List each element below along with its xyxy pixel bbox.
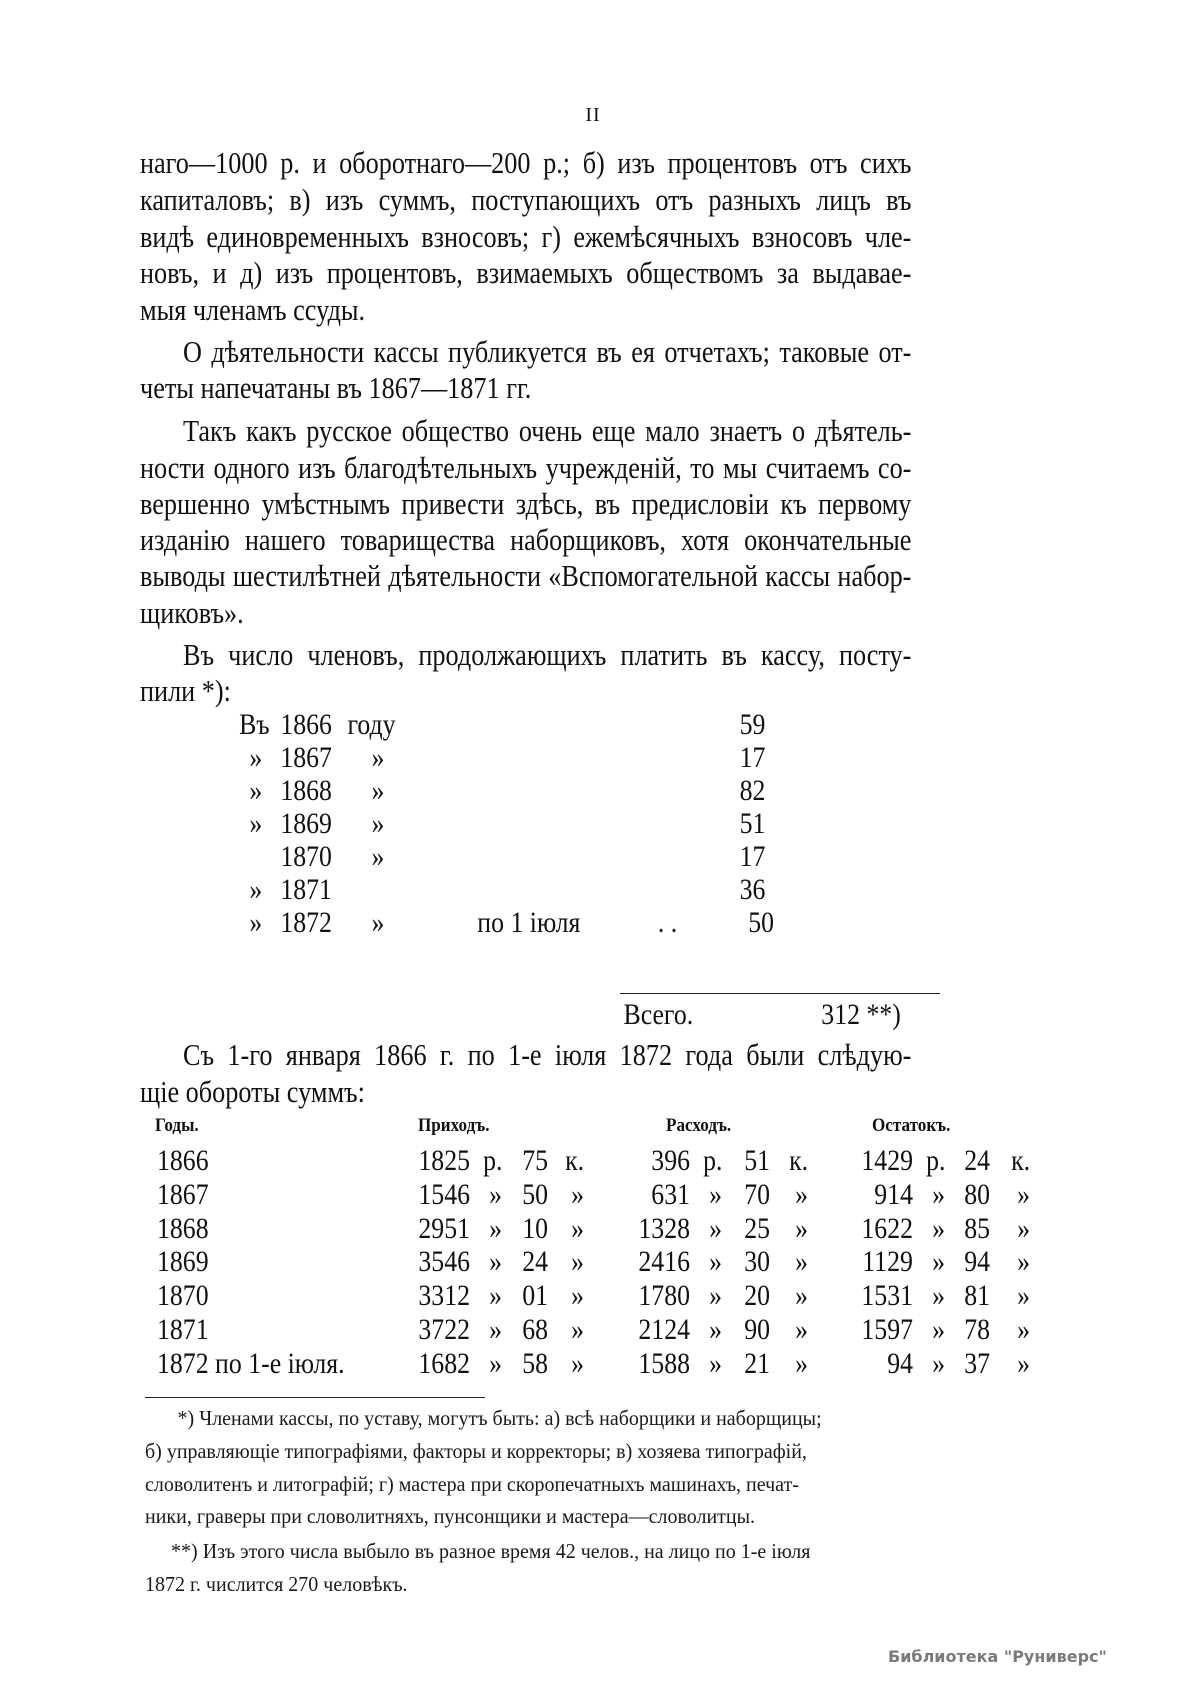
exp-k-cell: 51 [744,1144,770,1177]
exp-u-cell: » [709,1313,722,1346]
body-line: новъ, и д) изъ процентовъ, взимаемыхъ обществомъ за выдавае- [140,256,912,290]
member-year: 1870 [280,840,332,873]
footnote-line: словолитенъ и литографій; г) мастера при скоропечатныхъ машинахъ, печат- [145,1472,799,1496]
exp-ku-cell: к. [789,1144,808,1177]
bal-k-cell: 37 [964,1346,990,1380]
income-ku-cell: » [571,1346,584,1380]
body-line: капиталовъ; в) изъ суммъ, поступающихъ отъ разныхъ лицъ въ [140,183,912,217]
income-ku-cell: » [571,1245,584,1279]
body-line: щиковъ». [140,596,244,630]
ditto-mark: » [371,774,385,807]
bal-r-cell: 914 [874,1177,913,1211]
bal-k-cell: 94 [964,1245,990,1279]
income-u-cell: » [489,1177,502,1211]
income-ku-cell: » [571,1177,584,1211]
exp-k-cell: 70 [744,1177,770,1211]
exp-r-cell: 1328 [638,1211,690,1245]
body-line: мыя членамъ ссуды. [140,293,366,327]
page-number: II [585,104,601,126]
member-year: 1867 [280,741,332,774]
member-note: по 1 іюля [477,906,581,939]
bal-u-cell: р. [925,1144,945,1177]
exp-r-cell: 1780 [638,1279,690,1313]
body-line: Такъ какъ русское общество очень еще мало знаетъ о дѣятель- [183,414,912,448]
bal-k-cell: 81 [964,1279,990,1313]
total-label: Всего. [623,998,694,1031]
body-line: Съ 1-го января 1866 г. по 1-е іюля 1872 года были слѣдую- [183,1038,912,1072]
year-cell: 1867 [157,1177,209,1211]
ditto-mark: Въ [239,708,270,741]
body-line: ности одного изъ благодѣтельныхъ учрежденій, то мы считаемъ со- [140,451,912,485]
exp-ku-cell: » [795,1313,808,1346]
column-header: Приходъ. [418,1115,490,1136]
member-count: 50 [748,906,774,939]
income-u-cell: » [489,1211,502,1245]
body-line: щіе обороты суммъ: [140,1075,365,1109]
exp-r-cell: 2416 [638,1245,690,1279]
bal-k-cell: 85 [964,1211,990,1245]
total-value: 312 **) [821,998,901,1031]
ditto-mark: » [249,906,263,939]
income-r-cell: 1546 [418,1177,470,1211]
bal-u-cell: » [932,1279,945,1313]
ditto-mark: » [371,741,385,774]
bal-ku-cell: » [1017,1279,1030,1313]
exp-u-cell: » [709,1346,722,1380]
body-line: четы напечатаны въ 1867—1871 гг. [140,371,532,405]
bal-u-cell: » [932,1313,945,1346]
income-k-cell: 68 [522,1313,548,1346]
income-ku-cell: » [571,1313,584,1346]
ditto-mark: году [347,708,396,741]
body-line: О дѣятельности кассы публикуется въ ея отчетахъ; таковые от- [183,335,912,369]
bal-ku-cell: к. [1011,1144,1030,1177]
income-u-cell: » [489,1245,502,1279]
bal-u-cell: » [932,1211,945,1245]
exp-k-cell: 90 [744,1313,770,1346]
income-k-cell: 01 [522,1279,548,1313]
exp-ku-cell: » [795,1177,808,1211]
member-year: 1871 [280,873,332,906]
income-u-cell: » [489,1346,502,1380]
body-line: видѣ единовременныхъ взносовъ; г) ежемѣсячныхъ взносовъ чле- [140,220,912,254]
income-r-cell: 3722 [418,1313,470,1346]
bal-u-cell: » [932,1346,945,1380]
ditto-mark: » [249,873,263,906]
ditto-mark: » [249,807,263,840]
bal-k-cell: 80 [964,1177,990,1211]
exp-r-cell: 396 [651,1144,690,1177]
member-year: 1872 [280,906,332,939]
member-year: 1869 [280,807,332,840]
income-r-cell: 1825 [418,1144,470,1177]
member-count: 17 [739,741,766,774]
income-r-cell: 3312 [418,1279,470,1313]
member-count: 36 [739,873,766,906]
body-line: Въ число членовъ, продолжающихъ платить въ кассу, посту- [183,638,912,672]
body-line: пили *): [140,674,231,708]
body-line: вершенно умѣстнымъ привести здѣсь, въ предисловіи къ первому [140,487,912,521]
year-cell: 1866 [157,1144,209,1177]
income-r-cell: 2951 [418,1211,470,1245]
year-cell: 1871 [157,1313,209,1346]
income-k-cell: 58 [522,1346,548,1380]
footnote-line: 1872 г. числится 270 человѣкъ. [145,1572,408,1596]
footnote-line: *) Членами кассы, по уставу, могутъ быть: а) всѣ наборщики и наборщицы; [177,1406,822,1430]
exp-u-cell: » [709,1211,722,1245]
leader-dots: . . [657,906,678,939]
year-cell: 1869 [157,1245,209,1279]
ditto-mark: » [371,807,385,840]
income-k-cell: 10 [522,1211,548,1245]
ditto-mark: » [371,906,385,939]
year-cell: 1870 [157,1279,209,1313]
exp-k-cell: 30 [744,1245,770,1279]
exp-k-cell: 20 [744,1279,770,1313]
exp-u-cell: » [709,1245,722,1279]
bal-ku-cell: » [1017,1313,1030,1346]
exp-r-cell: 631 [651,1177,690,1211]
income-u-cell: р. [482,1144,502,1177]
exp-r-cell: 1588 [638,1346,690,1380]
income-ku-cell: » [571,1279,584,1313]
exp-u-cell: р. [702,1144,722,1177]
income-ku-cell: к. [565,1144,584,1177]
bal-r-cell: 1597 [861,1313,913,1346]
bal-u-cell: » [932,1245,945,1279]
bal-ku-cell: » [1017,1346,1030,1380]
income-k-cell: 24 [522,1245,548,1279]
column-header: Расходъ. [666,1115,732,1136]
member-count: 17 [739,840,766,873]
bal-r-cell: 1622 [861,1211,913,1245]
footnote-line: **) Изъ этого числа выбыло въ разное время 42 челов., на лицо по 1-е іюля [171,1539,811,1563]
exp-u-cell: » [709,1279,722,1313]
income-ku-cell: » [571,1211,584,1245]
exp-ku-cell: » [795,1279,808,1313]
bal-k-cell: 24 [964,1144,990,1177]
member-year: 1866 [280,708,332,741]
body-line: выводы шестилѣтней дѣятельности «Вспомогательной кассы набор- [140,559,912,593]
column-header: Остатокъ. [872,1115,951,1136]
bal-u-cell: » [932,1177,945,1211]
bal-r-cell: 1129 [862,1245,913,1279]
body-line: наго—1000 р. и оборотнаго—200 р.; б) изъ процентовъ отъ сихъ [140,146,912,180]
column-header: Годы. [155,1115,199,1136]
bal-r-cell: 1531 [861,1279,913,1313]
bal-ku-cell: » [1017,1177,1030,1211]
year-cell: 1868 [157,1211,209,1245]
member-count: 59 [739,708,766,741]
exp-ku-cell: » [795,1211,808,1245]
exp-u-cell: » [709,1177,722,1211]
exp-r-cell: 2124 [638,1313,690,1346]
bal-ku-cell: » [1017,1211,1030,1245]
library-watermark: Библиотека "Руниверс" [888,1647,1107,1666]
bal-r-cell: 94 [887,1346,913,1380]
member-count: 51 [739,807,766,840]
income-k-cell: 50 [522,1177,548,1211]
ditto-mark: » [249,774,263,807]
exp-k-cell: 25 [744,1211,770,1245]
total-rule [620,993,940,994]
income-k-cell: 75 [522,1144,548,1177]
income-u-cell: » [489,1313,502,1346]
footnote-line: б) управляющіе типографіями, факторы и корректоры; в) хозяева типографій, [145,1439,807,1463]
bal-r-cell: 1429 [861,1144,913,1177]
ditto-mark: » [249,741,263,774]
footnote-line: ники, граверы при словолитняхъ, пунсонщики и мастера—словолитцы. [145,1504,756,1528]
body-line: изданію нашего товарищества наборщиковъ, хотя окончательные [140,523,912,557]
income-r-cell: 1682 [418,1346,470,1380]
member-count: 82 [739,774,766,807]
year-cell: 1872 по 1-е іюля. [157,1346,345,1380]
member-year: 1868 [280,774,332,807]
bal-k-cell: 78 [964,1313,990,1346]
exp-k-cell: 21 [744,1346,770,1380]
exp-ku-cell: » [795,1245,808,1279]
exp-ku-cell: » [795,1346,808,1380]
bal-ku-cell: » [1017,1245,1030,1279]
ditto-mark: » [371,840,385,873]
income-r-cell: 3546 [418,1245,470,1279]
footnote-rule [145,1397,485,1398]
income-u-cell: » [489,1279,502,1313]
